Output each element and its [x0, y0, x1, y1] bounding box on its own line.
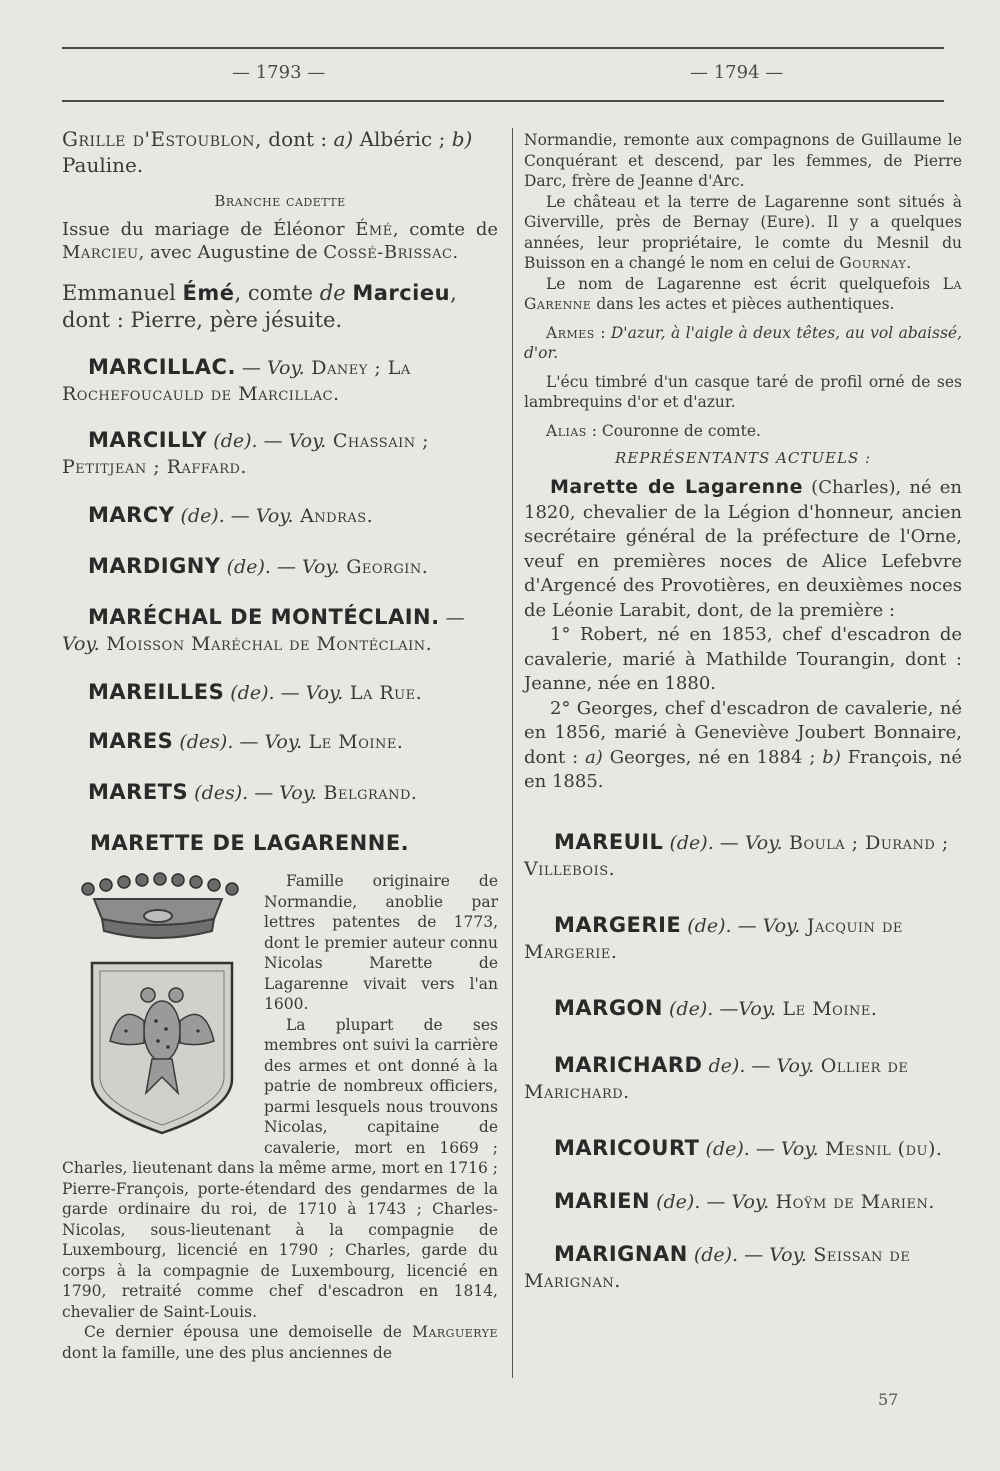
ecu-paragraph: L'écu timbré d'un casque taré de profil orné de ses lambrequins d'or et d'azur. [524, 372, 962, 411]
right-column [524, 130, 962, 1294]
right-entries [524, 829, 962, 1294]
entry-mareuil: MAREUIL (de). — Voy. Boula ; Durand ; Villebois. [524, 829, 949, 880]
entry-marechal-de-monteclain: MARÉCHAL DE MONTÉCLAIN. — Voy. Moisson Maréchal de Montéclain. [62, 605, 465, 655]
header-rule [62, 100, 944, 102]
marette-marriage-paragraph: Ce dernier épousa une demoiselle de Marguerye dont la famille, une des plus anciennes de [62, 1323, 498, 1362]
top-rule [62, 47, 944, 49]
entry-mares: MARES (des). — Voy. Le Moine. [88, 729, 404, 753]
entry-mardigny: MARDIGNY (de). — Voy. Georgin. [88, 554, 429, 578]
emmanuel-paragraph: Emmanuel Émé, comte de Marcieu, dont : Pierre, père jésuite. [62, 281, 457, 332]
left-page-number: — 1793 — [232, 62, 326, 83]
coat-of-arms-image [56, 871, 256, 1139]
right-page-number: — 1794 — [690, 62, 784, 83]
left-entries [62, 354, 498, 806]
entry-margerie: MARGERIE (de). — Voy. Jacquin de Margerie. [524, 912, 903, 963]
marette-title: MARETTE DE LAGARENNE. [90, 831, 410, 855]
representant-georges-paragraph: 2° Georges, chef d'escadron de cavalerie, né en 1856, marié à Geneviève Joubert Bonnaire, dont : a) Georges, né en 1884 ; b) François, né en 1885. [524, 697, 962, 792]
representant-charles-paragraph: Marette de Lagarenne (Charles), né en 1820, chevalier de la Légion d'honneur, ancien secrétaire général de la préfecture de l'Orne, veuf en premières noces de Alice Lefebvre d'Argencé des Provotières, en deuxièmes noces de Léonie Larabit, dont, de la première : [524, 476, 962, 621]
entry-marcillac: MARCILLAC. — Voy. Daney ; La Rochefoucauld de Marcillac. [62, 355, 411, 405]
marette-military-paragraph: La plupart de ses membres ont suivi la carrière des armes et ont donné à la patrie de nombreux officiers, parmi lesquels nous trouvons Nicolas, capitaine de cavalerie, mort en 1669 ; Charles, lieutenant dans la même arme, mort en 1716 ; Pierre-François, porte-étendard des gendarmes de la garde ordinaire du roi, de 1710 à 1743 ; Charles-Nicolas, sous-lieutenant à la compagnie de Luxembourg, licencié en 1790 ; Charles, garde du corps à la compagnie de Luxembourg, licencié en 1790, retraité comme chef d'escadron en 1814, chevalier de Saint-Louis. [62, 1015, 498, 1321]
marette-article [62, 871, 498, 1363]
armes-paragraph: Armes : D'azur, à l'aigle à deux têtes, au vol abaissé, d'or. [524, 323, 962, 362]
signature-number: 57 [878, 1390, 899, 1409]
entry-maricourt: MARICOURT (de). — Voy. Mesnil (du). [554, 1135, 943, 1160]
entry-margon: MARGON (de). —Voy. Le Moine. [554, 995, 878, 1020]
entry-marcy: MARCY (de). — Voy. Andras. [88, 503, 374, 527]
branch-paragraph: Issue du mariage de Éléonor Émé, comte de Marciеu, avec Augustine de Cossé-Brissac. [62, 219, 498, 263]
marette-origin-paragraph: Famille originaire de Normandie, anoblie par lettres patentes de 1773, dont le premier auteur connu Nicolas Marette de Lagarenne vivait vers l'an 1600. [264, 872, 498, 1013]
left-column [62, 126, 498, 1363]
entry-marignan: MARIGNAN (de). — Voy. Seissan de Marignan. [524, 1241, 911, 1292]
entry-marien: MARIEN (de). — Voy. Hoÿm de Marien. [554, 1188, 935, 1213]
estoublon-paragraph: Grille d'Estoublon, dont : a) Albéric ; b) Pauline. [62, 127, 473, 177]
entry-marichard: MARICHARD de). — Voy. Ollier de Marichard. [524, 1052, 909, 1103]
representant-robert-paragraph: 1° Robert, né en 1853, chef d'escadron de cavalerie, marié à Mathilde Tourangin, dont : Jeanne, née en 1880. [524, 624, 962, 694]
representants-title: REPRÉSENTANTS ACTUELS : [614, 449, 872, 467]
column-separator [512, 128, 513, 1378]
entry-mareilles: MAREILLES (de). — Voy. La Rue. [88, 680, 423, 704]
entry-marets: MARETS (des). — Voy. Belgrand. [88, 780, 418, 804]
branch-title: Branche cadette [214, 192, 346, 210]
crown-and-shield-icon [56, 871, 256, 1139]
nom-paragraph: Le nom de Lagarenne est écrit quelquefois La Garenne dans les actes et pièces authentiques. [524, 274, 962, 313]
chateau-paragraph: Le château et la terre de Lagarenne sont situés à Giverville, près de Bernay (Eure). Il y a quelques années, leur propriétaire, le comte du Mesnil du Buisson en a changé le nom en celui de Gournay. [524, 192, 962, 272]
alias-paragraph: Alias : Couronne de comte. [546, 421, 761, 440]
entry-marcilly: MARCILLY (de). — Voy. Chassain ; Petitjean ; Raffard. [62, 428, 430, 478]
normandie-paragraph: Normandie, remonte aux compagnons de Guillaume le Conquérant et descend, par les femmes, de Pierre Darc, frère de Jeanne d'Arc. [524, 131, 962, 190]
